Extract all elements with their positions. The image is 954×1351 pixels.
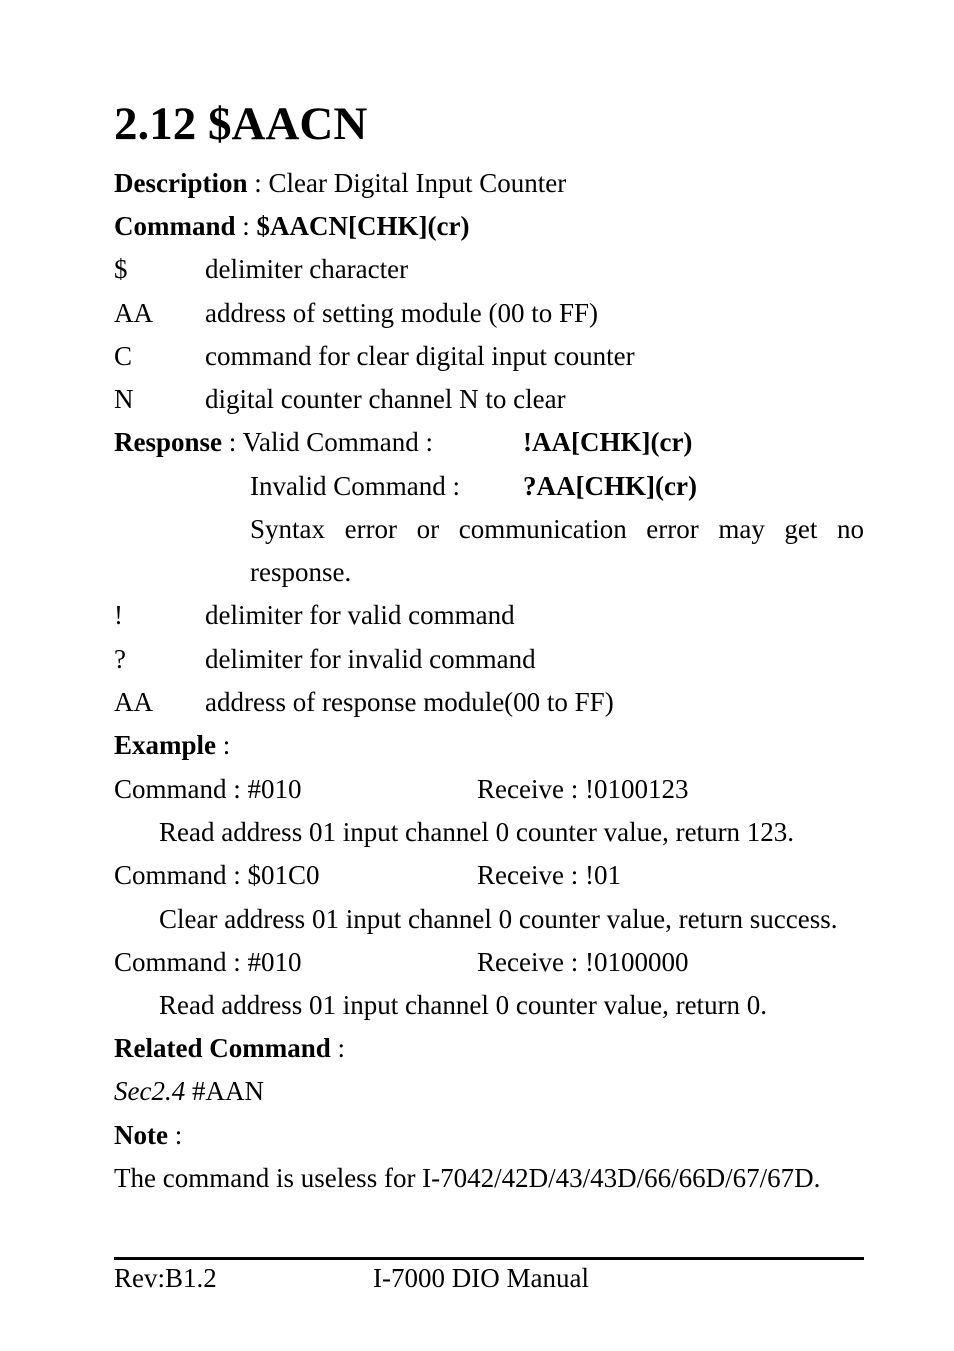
command-label: Command [114,211,236,241]
param-symbol: AA [114,687,153,717]
response-note-line1: Syntax error or communication error may get no [250,514,864,544]
example-label: Example [114,730,217,760]
related-label: Related Command [114,1033,331,1063]
param-description: address of response module(00 to FF) [205,687,614,717]
description-text: Clear Digital Input Counter [268,168,567,198]
example-receive: Receive : !0100123 [477,774,689,804]
param-description: delimiter character [205,254,409,284]
param-symbol: $ [114,254,128,284]
example-command: Command : #010 [114,774,302,804]
response-separator: : [222,427,243,457]
related-heading [114,1032,345,1064]
note-heading [114,1119,182,1151]
param-symbol: ! [114,600,123,630]
footer-revision: Rev:B1.2 [114,1263,217,1293]
command-syntax: $AACN[CHK](cr) [256,211,470,241]
param-description: delimiter for invalid command [205,644,536,674]
param-symbol: C [114,341,133,371]
description-label: Description [114,168,248,198]
example-note: Read address 01 input channel 0 counter value, return 123. [159,817,795,847]
related-separator: : [330,1033,346,1063]
manual-page [114,0,864,1351]
param-description: delimiter for valid command [205,600,515,630]
command-separator: : [235,211,257,241]
example-note: Clear address 01 input channel 0 counter value, return success. [159,904,838,934]
example-receive: Receive : !01 [477,860,621,890]
response-invalid-label: Invalid Command : [250,471,460,501]
note-label: Note [114,1120,168,1150]
response-note-line2: response. [250,557,352,587]
description-line [114,167,566,199]
footer-rule [114,1257,864,1260]
response-label: Response [114,427,223,457]
related-section-ref: Sec2.4 [114,1076,186,1106]
command-line [114,210,469,242]
example-note: Read address 01 input channel 0 counter value, return 0. [159,990,768,1020]
param-description: digital counter channel N to clear [205,384,566,414]
example-receive: Receive : !0100000 [477,947,689,977]
example-command: Command : $01C0 [114,860,320,890]
response-invalid-value: ?AA[CHK](cr) [523,471,697,501]
response-valid-value: !AA[CHK](cr) [523,427,693,457]
footer-manual-title: I-7000 DIO Manual [373,1263,589,1293]
section-heading: 2.12 $AACN [114,98,368,150]
example-command: Command : #010 [114,947,302,977]
param-description: command for clear digital input counter [205,341,635,371]
param-description: address of setting module (00 to FF) [205,298,598,328]
related-command-name: #AAN [185,1076,264,1106]
param-symbol: ? [114,644,126,674]
param-symbol: N [114,384,134,414]
param-symbol: AA [114,298,153,328]
response-valid-label: Valid Command : [242,427,434,457]
description-separator: : [247,168,269,198]
response-line [114,426,693,458]
note-text: The command is useless for I-7042/42D/43/43D/66/66D/67/67D. [114,1163,821,1193]
example-separator: : [216,730,231,760]
note-separator: : [167,1120,183,1150]
example-heading [114,729,230,761]
related-command-line [114,1075,264,1107]
